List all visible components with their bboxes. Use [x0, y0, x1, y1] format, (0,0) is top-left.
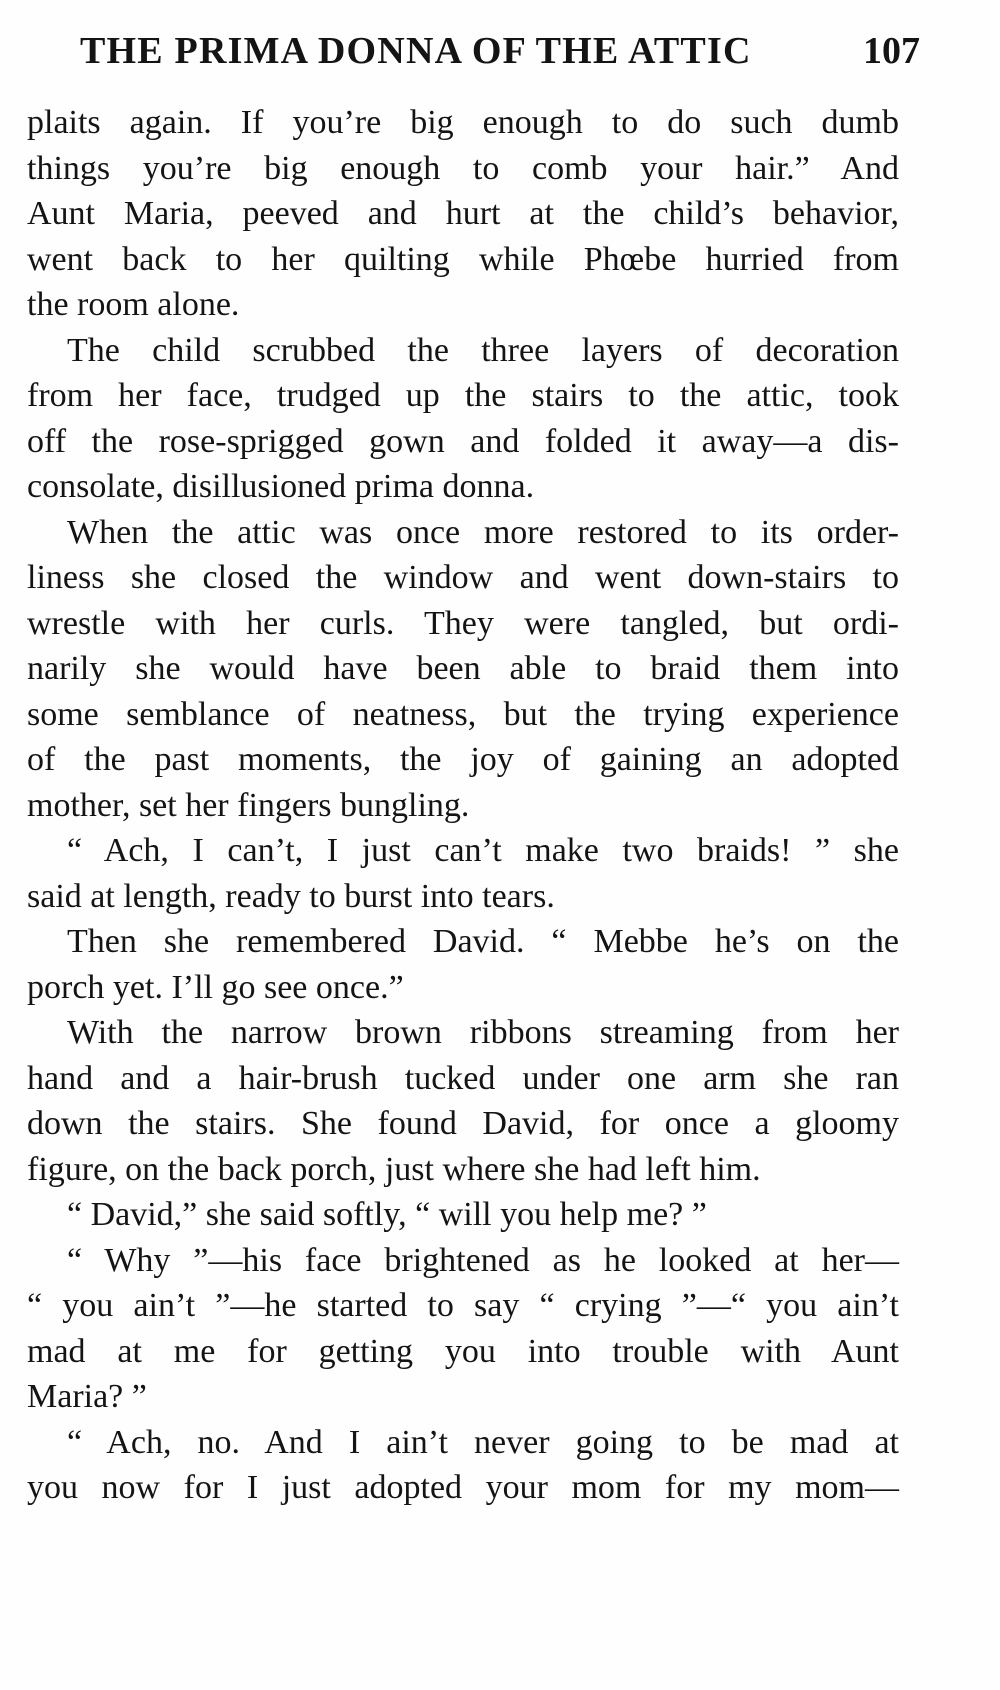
text-line: Aunt Maria, peeved and hurt at the child’s behavior,: [27, 195, 899, 232]
text-line: off the rose-sprigged gown and folded it away—a dis-: [27, 422, 899, 460]
text-line: down the stairs. She found David, for once a gloomy: [27, 1105, 899, 1142]
text-line: of the past moments, the joy of gaining an adopted: [27, 741, 899, 778]
page-header: [80, 26, 920, 76]
paragraph: [27, 1420, 899, 1511]
paragraph: [27, 510, 899, 829]
paragraph: [27, 1010, 899, 1192]
paragraph: [27, 1192, 899, 1238]
text-line: hand and a hair-brush tucked under one arm she ran: [27, 1059, 899, 1097]
text-line: went back to her quilting while Phœbe hurried from: [27, 240, 899, 278]
paragraph: [27, 100, 899, 328]
text-line: The child scrubbed the three layers of decoration: [67, 331, 899, 369]
text-line: some semblance of neatness, but the trying experience: [27, 695, 899, 733]
text-line: porch yet. I’ll go see once.”: [27, 968, 404, 1006]
text-line: When the attic was once more restored to its order-: [67, 513, 899, 551]
text-line: things you’re big enough to comb your hair.” And: [27, 149, 899, 187]
text-line: figure, on the back porch, just where she had left him.: [27, 1150, 761, 1188]
text-line: “ Why ”—his face brightened as he looked at her—: [67, 1241, 899, 1279]
paragraph: [27, 828, 899, 919]
text-line: “ you ain’t ”—he started to say “ crying ”—“ you ain’t: [27, 1287, 899, 1324]
text-line: consolate, disillusioned prima donna.: [27, 468, 535, 505]
text-line: “ David,” she said softly, “ will you help me? ”: [67, 1196, 707, 1233]
text-line: With the narrow brown ribbons streaming from her: [67, 1014, 899, 1051]
text-line: Then she remembered David. “ Mebbe he’s on the: [67, 923, 899, 960]
body-text: [27, 100, 899, 1511]
running-head: THE PRIMA DONNA OF THE ATTIC: [80, 30, 752, 72]
text-line: you now for I just adopted your mom for my mom—: [27, 1469, 899, 1506]
text-line: “ Ach, I can’t, I just can’t make two braids! ” she: [67, 832, 899, 869]
text-line: wrestle with her curls. They were tangled, but ordi-: [27, 604, 899, 642]
text-line: the room alone.: [27, 286, 240, 323]
text-line: mad at me for getting you into trouble with Aunt: [27, 1332, 899, 1370]
text-line: from her face, trudged up the stairs to the attic, took: [27, 377, 899, 414]
text-line: mother, set her fingers bungling.: [27, 786, 470, 824]
text-line: narily she would have been able to braid them into: [27, 650, 899, 687]
paragraph: [27, 1238, 899, 1420]
text-line: plaits again. If you’re big enough to do such dumb: [27, 104, 899, 141]
text-line: “ Ach, no. And I ain’t never going to be mad at: [67, 1423, 899, 1461]
text-line: liness she closed the window and went down-stairs to: [27, 559, 899, 596]
text-line: said at length, ready to burst into tears.: [27, 877, 555, 915]
paragraph: [27, 919, 899, 1010]
paragraph: [27, 328, 899, 510]
page-number: 107: [863, 30, 920, 72]
text-line: Maria? ”: [27, 1378, 147, 1415]
